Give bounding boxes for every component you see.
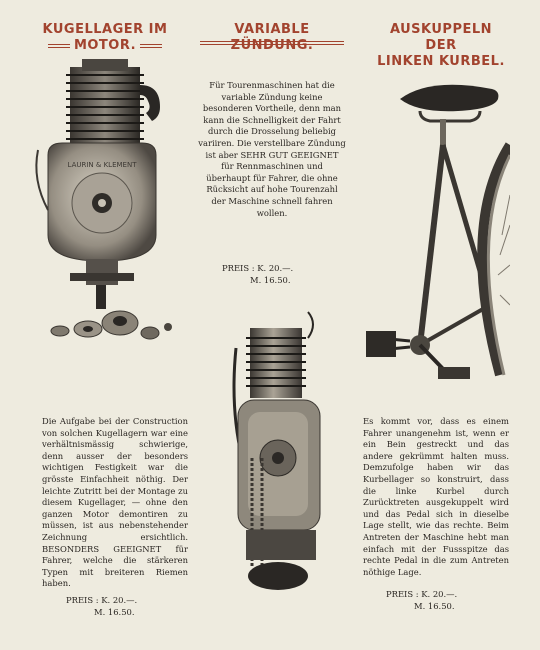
- casing-lettering: LAURIN & KLEMENT: [67, 161, 137, 169]
- right-price: [386, 588, 496, 612]
- middle-price-k: PREIS : K. 20.—.: [222, 263, 294, 273]
- left-price-m: M. 16.50.: [94, 607, 135, 617]
- middle-heading: [192, 22, 352, 54]
- right-heading: [372, 22, 510, 70]
- left-heading-line1: KUGELLAGER IM: [42, 22, 168, 37]
- left-heading-line2: MOTOR.: [73, 38, 137, 53]
- right-price-m: M. 16.50.: [414, 601, 455, 611]
- left-description: Die Aufgabe bei der Construction von solchen Kugellagern war eine verhältnismässig schwierige, denn ausser der besonders wichtigen Festigkeit war die grösste Einfachheit nöthig. Der leichte Zutritt bei der Montage zu diesem Kugellager, — ohne den ganzen Motor demontiren zu müssen, ist aus nebenstehender Zeichnung ersichtlich. BESONDERS GEEIGNET für Fahrer, welche die stärkeren Typen mit breiteren Riemen haben.: [42, 416, 188, 589]
- right-description: Es kommt vor, dass es einem Fahrer unangenehm ist, wenn er ein Bein gestreckt und das andere gekrümmt halten muss. Demzufolge haben wir das Kurbellager so konstruirt, dass die linke Kurbel durch Zurücktreten ausgekuppelt wird und das Pedal sich in dieselbe Lage stellt, wie das rechte. Beim Antreten der Maschine hebt man einfach mit der Fussspitze das rechte Pedal in die zum Antreten nöthige Lage.: [363, 416, 509, 577]
- left-price: [66, 594, 176, 618]
- right-heading-line2: LINKEN KURBEL.: [377, 54, 505, 69]
- left-heading: [40, 22, 170, 54]
- right-price-k: PREIS : K. 20.—.: [386, 589, 458, 599]
- left-price-k: PREIS : K. 20.—.: [66, 595, 138, 605]
- right-heading-line1: AUSKUPPELN DER: [389, 22, 493, 53]
- engine-photo: [222, 308, 342, 598]
- middle-price: [222, 262, 332, 286]
- bicycle-photo: [360, 75, 510, 385]
- middle-heading-text: VARIABLE ZÜNDUNG.: [230, 22, 314, 53]
- heading-rule: [48, 44, 70, 48]
- middle-price-m: M. 16.50.: [250, 275, 291, 285]
- bearing-parts-illustration: [51, 311, 172, 339]
- motor-photo: [30, 55, 180, 345]
- heading-rule: [140, 44, 162, 48]
- middle-heading-underline: [200, 44, 344, 45]
- middle-heading-underline: [200, 41, 344, 42]
- middle-description: Für Tourenmaschinen hat die variable Zündung keine besonderen Vortheile, denn man kann die Schnelligkeit der Fahrt durch die Drosselung beliebig variiren. Die verstellbare Zündung ist aber SEHR GUT GEEIGNET für Rennmaschinen und überhaupt für Fahrer, die ohne Rücksicht auf hohe Tourenzahl der Maschine schnell fahren wollen.: [198, 80, 346, 218]
